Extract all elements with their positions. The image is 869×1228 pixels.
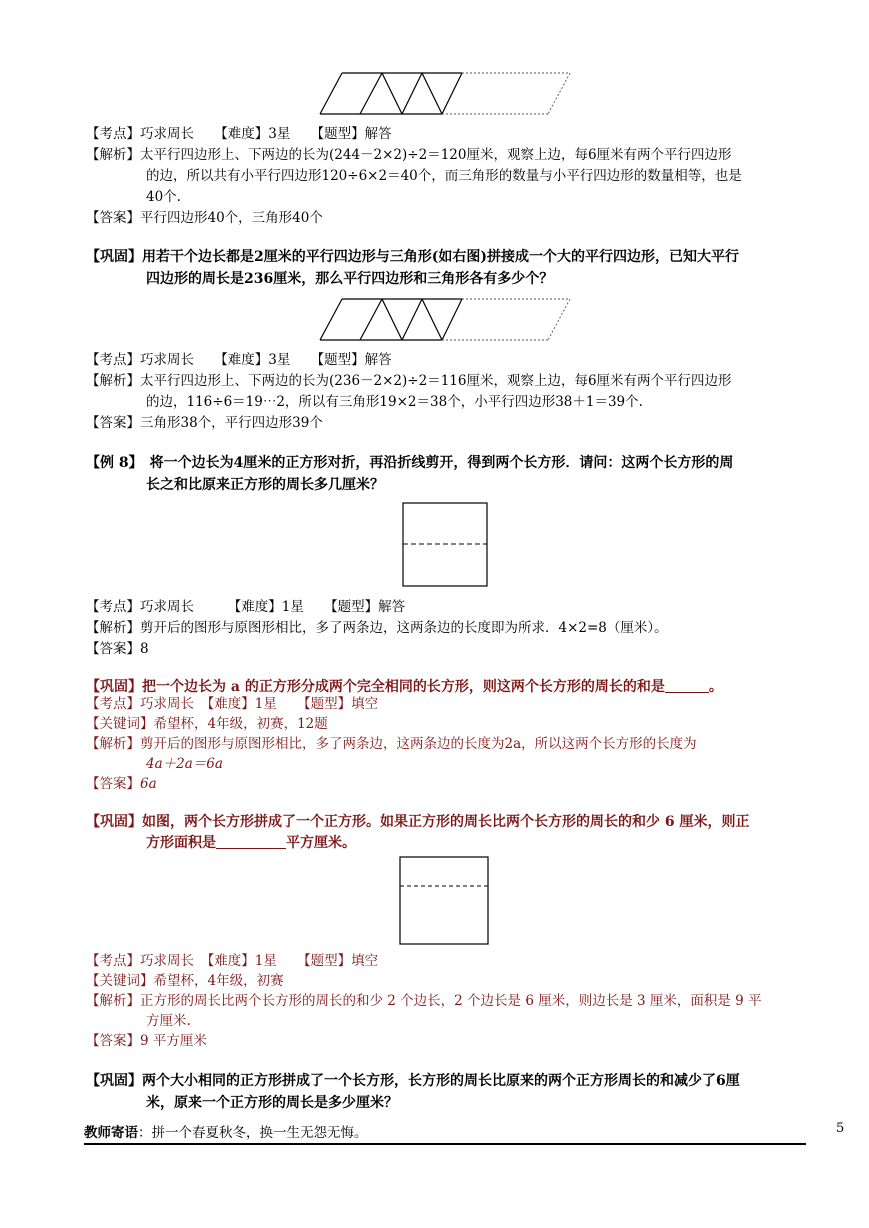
- answer-blank: [665, 678, 709, 693]
- keywords-4: 【关键词】希望杯，4年级，初赛，12题: [86, 716, 328, 732]
- example-8-line1: 【例 8】 将一个边长为4厘米的正方形对折，再沿折线剪开，得到两个长方形．请问：这两个长方形的周: [86, 455, 734, 471]
- jiexi-1-line3: 40个.: [146, 189, 181, 205]
- question-5-text-b: 平方厘米。: [286, 835, 356, 851]
- consolidate-question-6-line2: 米，原来一个正方形的周长是多少厘米？: [146, 1095, 398, 1111]
- jiexi-5-line1: 【解析】正方形的周长比两个长方形的周长的和少 2 个边长，2 个边长是 6 厘米，则边长是 3 厘米，面积是 9 平: [86, 993, 762, 1009]
- parallelogram-triangle-figure-1: [318, 71, 574, 117]
- question-5-text-a: 方形面积是: [146, 835, 216, 851]
- keywords-5: 【关键词】希望杯，4年级，初赛: [86, 973, 284, 989]
- answer-2: 【答案】三角形38个，平行四边形39个: [86, 415, 323, 431]
- answer-5: 【答案】9 平方厘米: [86, 1033, 207, 1049]
- jiexi-1-line2: 的边，所以共有小平行四边形120÷6×2＝40个，而三角形的数量与小平行四边形的数量相等，也是: [146, 168, 742, 184]
- footer: [84, 1121, 806, 1145]
- footer-label: 教师寄语: [84, 1125, 138, 1141]
- footer-text: ：拼一个春夏秋冬，换一生无怨无悔。: [138, 1125, 368, 1141]
- jiexi-4-line2: 4a＋2a＝6a: [146, 756, 223, 772]
- answer-3: 【答案】8: [86, 641, 149, 657]
- jiexi-1-line1: 【解析】太平行四边形上、下两边的长为(244－2×2)÷2＝120厘米，观察上边，每6厘米有两个平行四边形: [86, 147, 732, 163]
- answer-4-value: 6a: [140, 776, 157, 792]
- jiexi-5-line2: 方厘米.: [146, 1013, 191, 1029]
- answer-1: 【答案】平行四边形40个，三角形40个: [86, 210, 323, 226]
- kaodian-2: 【考点】巧求周长 【难度】3星 【题型】解答: [86, 352, 392, 368]
- two-rectangles-square-figure: [399, 856, 491, 946]
- parallelogram-triangle-figure-2: [318, 297, 574, 343]
- jiexi-3: 【解析】剪开后的图形与原图形相比，多了两条边，这两条边的长度即为所求．4×2=8（厘米）。: [86, 620, 668, 636]
- consolidate-question-6-line1: 【巩固】两个大小相同的正方形拼成了一个长方形，长方形的周长比原来的两个正方形周长的和减少了6厘: [86, 1073, 740, 1089]
- kaodian-5: 【考点】巧求周长 【难度】1星 【题型】填空: [86, 953, 379, 969]
- jiexi-2-line2: 的边，116÷6＝19⋯2，所以有三角形19×2＝38个，小平行四边形38＋1＝39个.: [146, 394, 643, 410]
- example-8-line2: 长之和比原来正方形的周长多几厘米？: [146, 477, 384, 493]
- kaodian-4: 【考点】巧求周长 【难度】1星 【题型】填空: [86, 696, 379, 712]
- answer-4-label: 【答案】: [86, 776, 140, 792]
- kaodian-1: 【考点】巧求周长 【难度】3星 【题型】解答: [86, 126, 392, 142]
- consolidate-question-5-line2: [146, 832, 356, 854]
- consolidate-question-5-line1: 【巩固】如图，两个长方形拼成了一个正方形。如果正方形的周长比两个长方形的周长的和少 6 厘米，则正: [86, 814, 750, 830]
- answer-blank-2: [216, 834, 286, 849]
- folded-square-figure: [402, 502, 490, 588]
- question-4-text: 【巩固】把一个边长为 a 的正方形分成两个完全相同的长方形，则这两个长方形的周长的和是: [86, 679, 665, 695]
- consolidate-question-2-line1: 【巩固】用若干个边长都是2厘米的平行四边形与三角形(如右图)拼接成一个大的平行四边形，已知大平行: [86, 249, 739, 265]
- kaodian-3: 【考点】巧求周长 【难度】1星 【题型】解答: [86, 599, 406, 615]
- jiexi-2-line1: 【解析】太平行四边形上、下两边的长为(236－2×2)÷2＝116厘米，观察上边，每6厘米有两个平行四边形: [86, 373, 732, 389]
- page-number: 5: [836, 1121, 845, 1136]
- consolidate-question-2-line2: 四边形的周长是236厘米，那么平行四边形和三角形各有多少个？: [146, 271, 554, 287]
- jiexi-4-line1: 【解析】剪开后的图形与原图形相比，多了两条边，这两条边的长度为2a，所以这两个长方形的长度为: [86, 736, 697, 752]
- answer-4: [86, 774, 157, 794]
- question-4-end: 。: [708, 679, 723, 695]
